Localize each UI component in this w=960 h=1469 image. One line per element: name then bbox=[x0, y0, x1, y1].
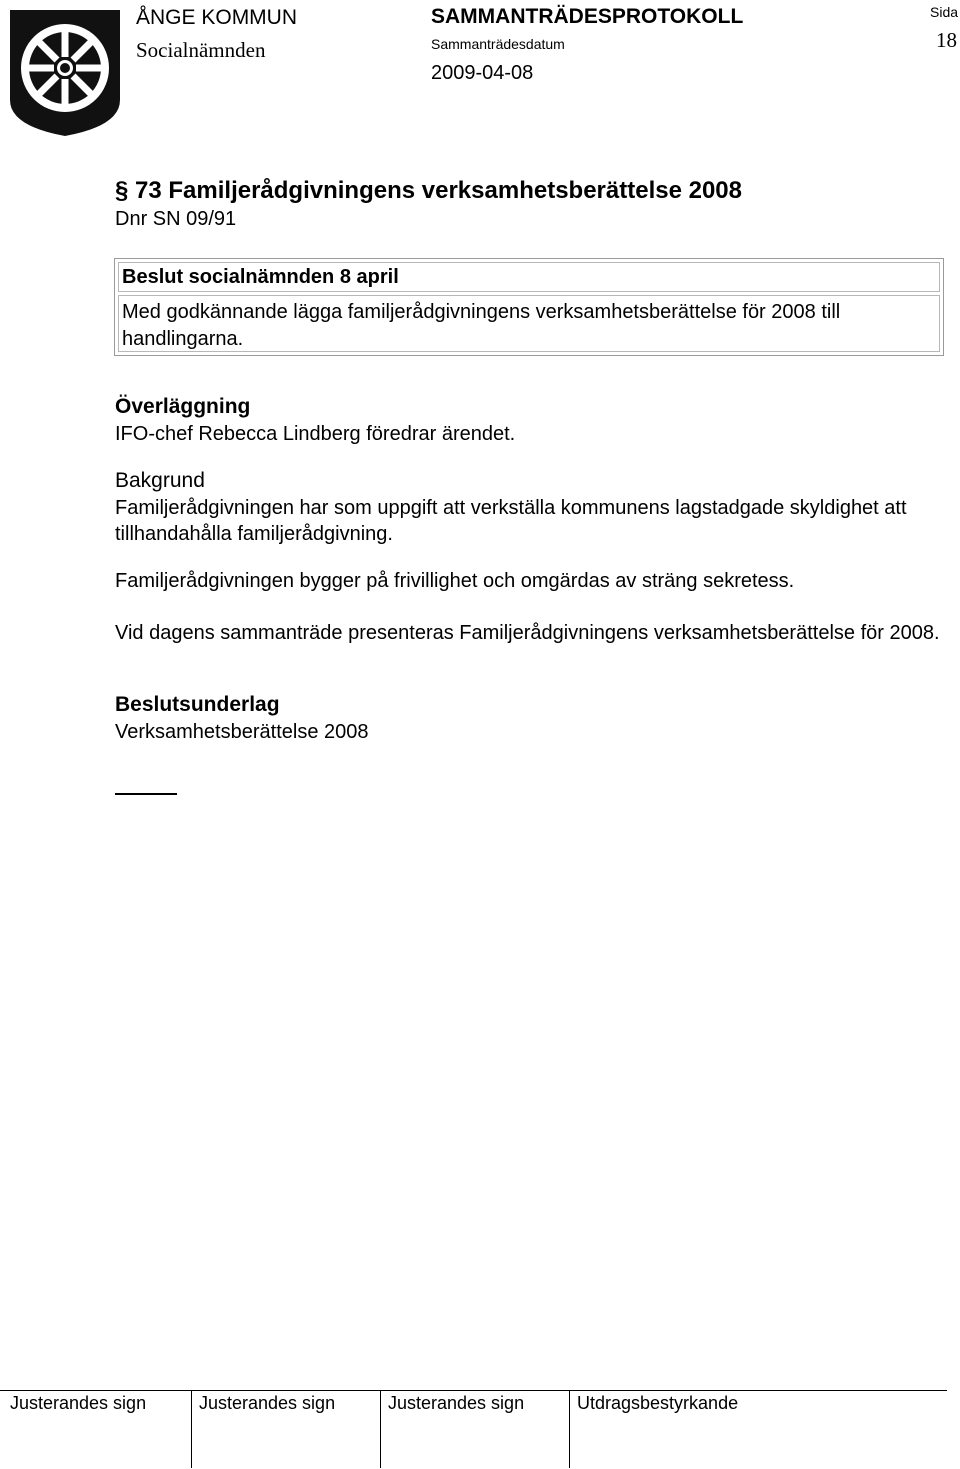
footer-signature-label: Justerandes sign bbox=[388, 1393, 525, 1413]
section-title: § 73 Familjerådgivningens verksamhetsberättelse 2008 bbox=[115, 177, 742, 204]
basis-text: Verksamhetsberättelse 2008 bbox=[115, 721, 369, 743]
deliberation-text: IFO-chef Rebecca Lindberg föredrar ärendet. bbox=[115, 423, 516, 445]
protocol-title: SAMMANTRÄDESPROTOKOLL bbox=[431, 5, 744, 28]
footer-column-separator bbox=[380, 1391, 381, 1468]
background-paragraph-2: Familjerådgivningen bygger på frivillighet och omgärdas av sträng sekretess. bbox=[115, 570, 795, 592]
footer-top-border bbox=[0, 1390, 947, 1391]
page-number: 18 bbox=[936, 28, 957, 52]
deliberation-heading: Överläggning bbox=[115, 395, 251, 418]
decision-text: Med godkännande lägga familjerådgivningens verksamhetsberättelse för 2008 till handlingarna. bbox=[122, 301, 841, 350]
organization-name: ÅNGE KOMMUN bbox=[136, 6, 298, 29]
department-name: Socialnämnden bbox=[136, 38, 266, 62]
meeting-date: 2009-04-08 bbox=[431, 62, 534, 84]
wheel-emblem-icon bbox=[8, 8, 122, 138]
decision-heading: Beslut socialnämnden 8 april bbox=[122, 266, 399, 288]
end-divider bbox=[115, 793, 177, 795]
footer-signature-label: Justerandes sign bbox=[199, 1393, 336, 1413]
footer-column-separator bbox=[191, 1391, 192, 1468]
background-paragraph-1: Familjerådgivningen har som uppgift att verkställa kommunens lagstadgade skyldighet att tillhandahålla familjerådgivning. bbox=[115, 497, 907, 545]
case-number: Dnr SN 09/91 bbox=[115, 208, 237, 230]
footer-column-separator bbox=[569, 1391, 570, 1468]
footer-certification-label: Utdragsbestyrkande bbox=[577, 1393, 739, 1413]
footer-signature-label: Justerandes sign bbox=[10, 1393, 147, 1413]
basis-heading: Beslutsunderlag bbox=[115, 693, 280, 716]
date-label: Sammanträdesdatum bbox=[431, 36, 565, 52]
background-paragraph-3: Vid dagens sammanträde presenteras Familjerådgivningens verksamhetsberättelse för 2008. bbox=[115, 622, 940, 644]
background-heading: Bakgrund bbox=[115, 469, 205, 492]
page-label: Sida bbox=[930, 4, 959, 20]
